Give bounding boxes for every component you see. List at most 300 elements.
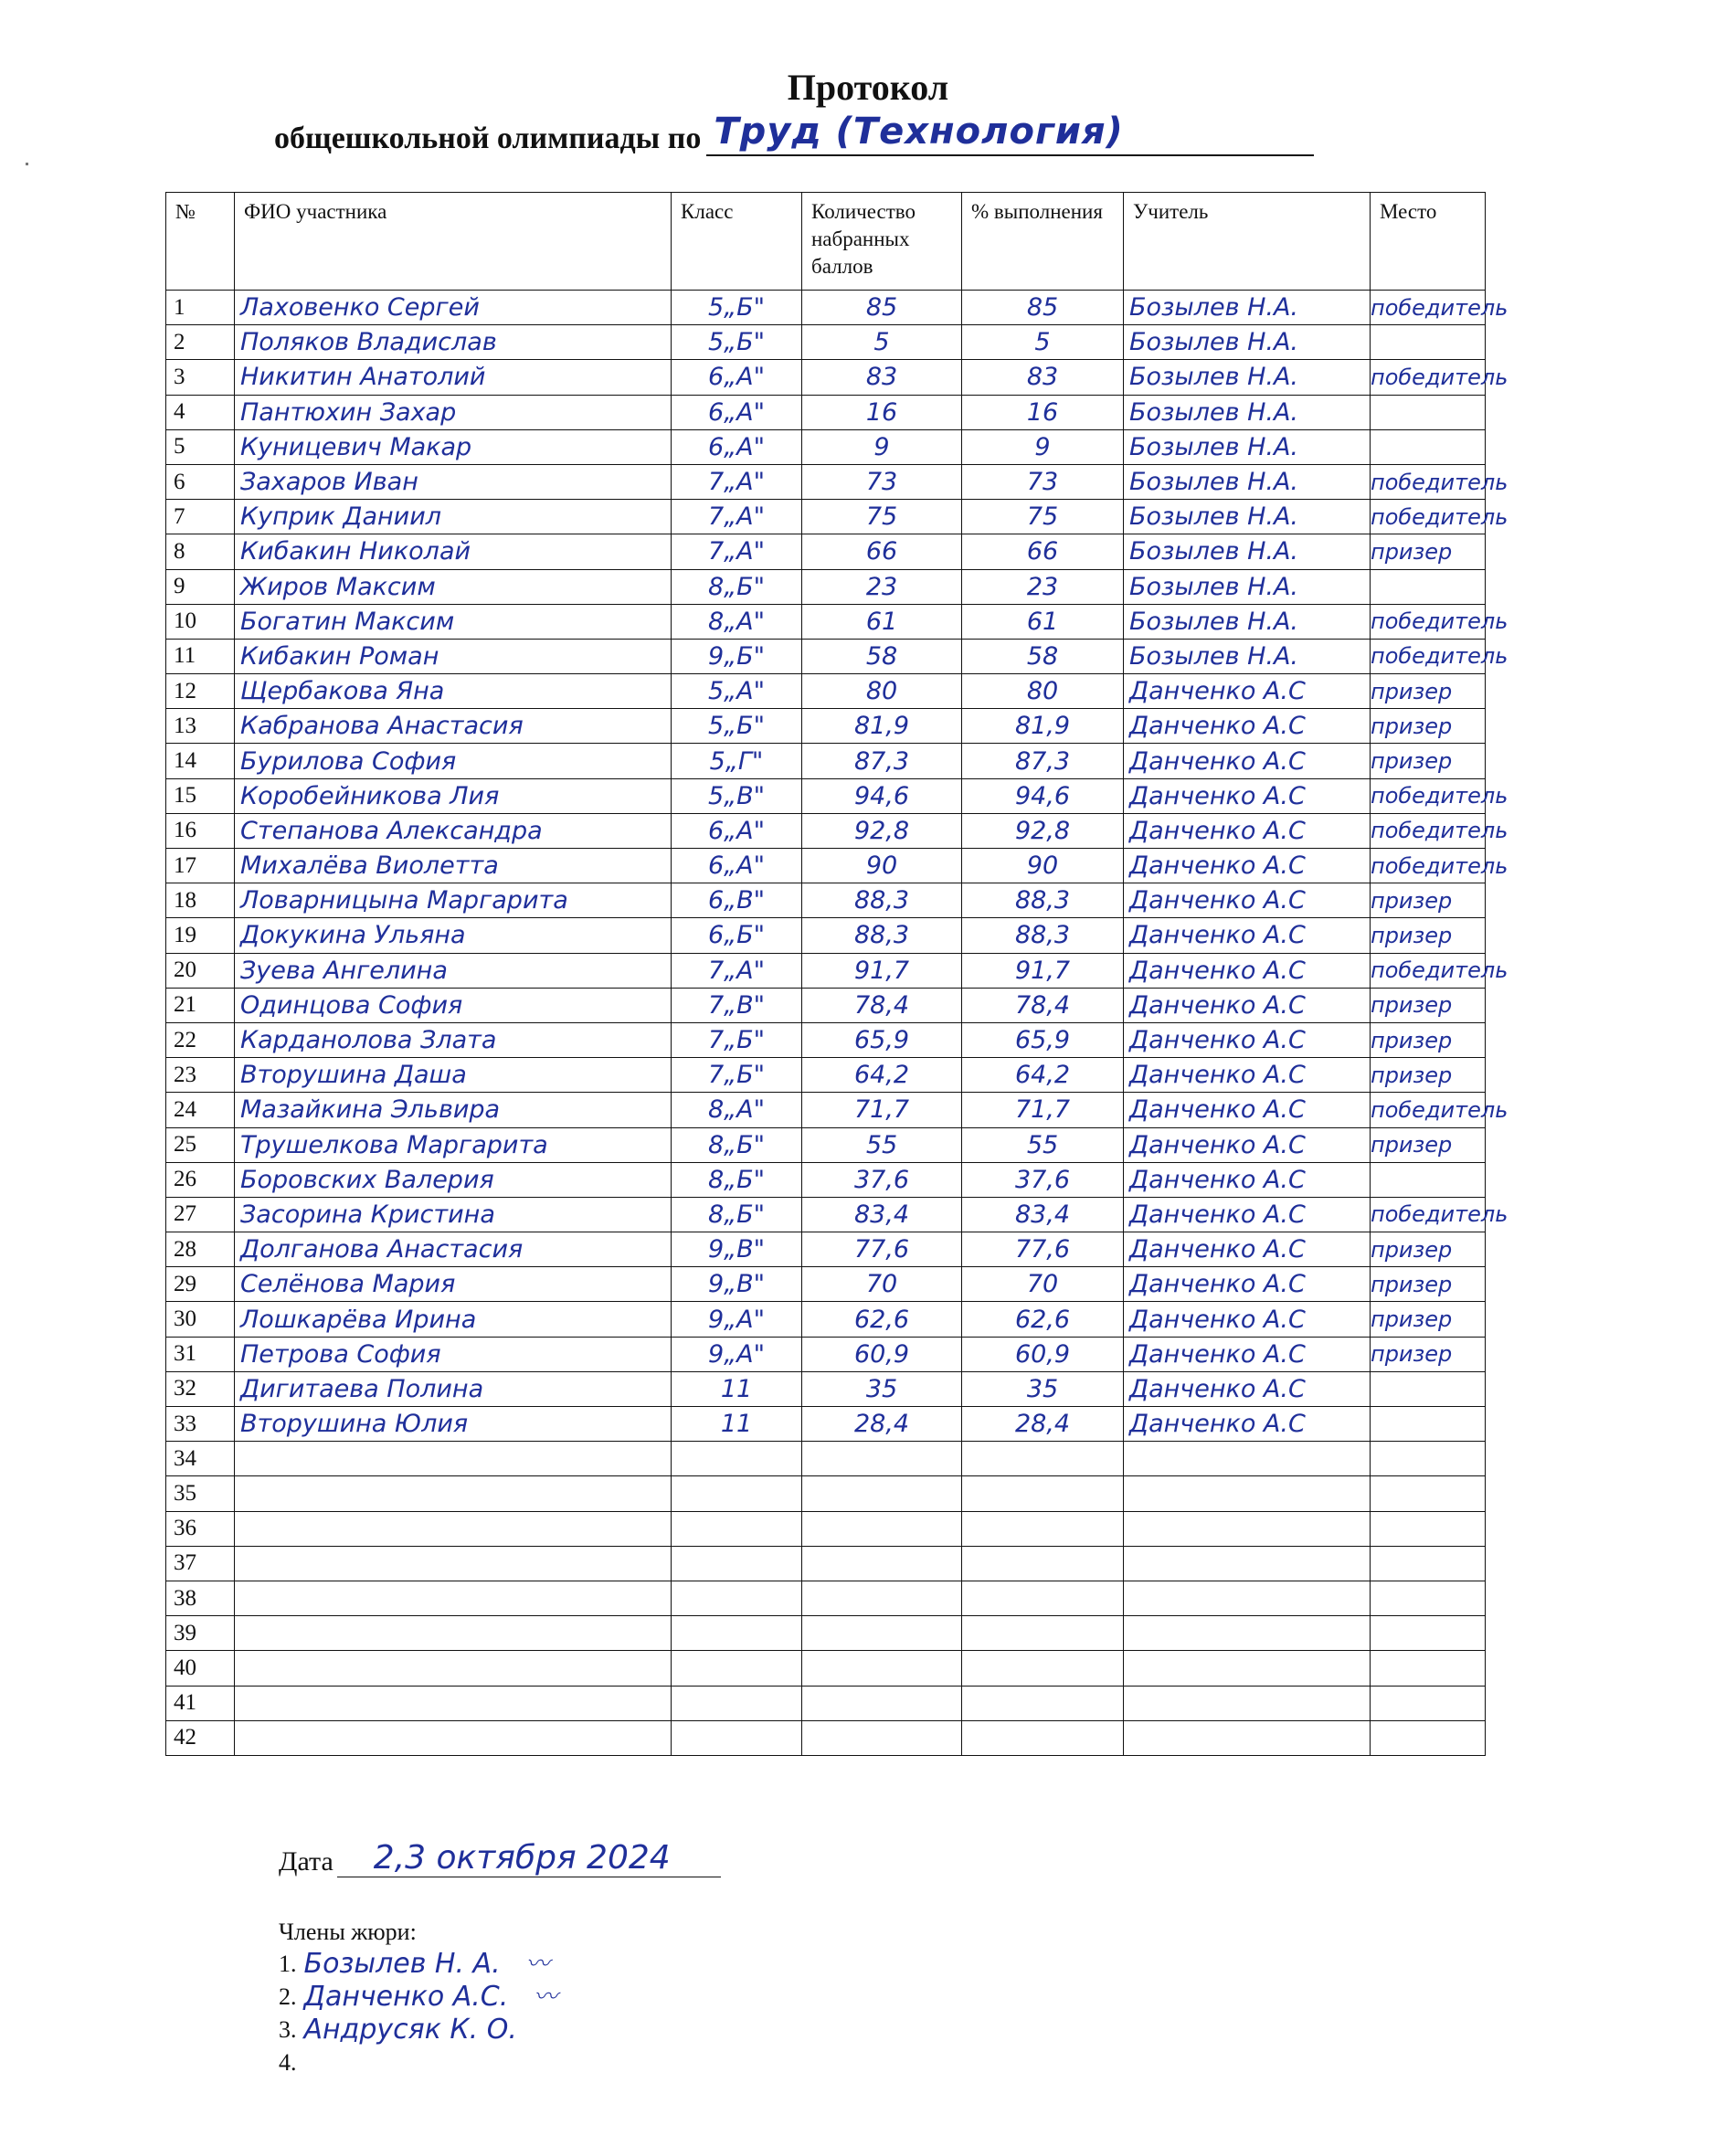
participant-place [1371,1022,1486,1057]
table-row [166,1581,1486,1615]
table-row [166,1546,1486,1581]
participant-class: 5„А" [672,674,802,709]
participant-name: Вторушина Даша [235,1058,672,1093]
teacher-name: Данченко А.С [1124,709,1371,744]
participant-place [1371,325,1486,360]
participant-place [1371,1616,1486,1651]
participant-name: Селёнова Мария [235,1267,672,1302]
participant-place [1371,1058,1486,1093]
participant-score: 80 [802,674,962,709]
teacher-name [1124,1581,1371,1615]
participant-score [802,1476,962,1511]
participant-class: 9„А" [672,1337,802,1371]
participant-name: Трушелкова Маргарита [235,1127,672,1162]
table-row [166,1162,1486,1197]
participant-percent: 70 [962,1267,1124,1302]
participant-class: 5„Г" [672,744,802,778]
teacher-name: Данченко А.С [1124,1022,1371,1057]
results-table [165,192,1508,1756]
place-text: призер [1371,1341,1453,1368]
row-number: 25 [166,1127,235,1162]
participant-percent [962,1476,1124,1511]
row-number: 2 [166,325,235,360]
place-text: победитель [1371,643,1508,670]
place-text: победитель [1371,608,1508,635]
participant-place [1371,500,1508,534]
participant-percent [962,1511,1124,1546]
participant-score [802,1511,962,1546]
participant-place [1371,604,1508,639]
teacher-name: Данченко А.С [1124,1058,1371,1093]
teacher-name: Данченко А.С [1124,953,1371,988]
place-text: победитель [1371,852,1508,879]
participant-percent [962,1616,1124,1651]
row-number: 32 [166,1371,235,1406]
participant-class: 6„А" [672,395,802,429]
participant-name: Петрова София [235,1337,672,1371]
teacher-name [1124,1720,1371,1755]
teacher-name: Бозылев Н.А. [1124,500,1371,534]
table-row [166,1127,1486,1162]
teacher-name: Бозылев Н.А. [1124,291,1371,325]
teacher-name: Данченко А.С [1124,1371,1371,1406]
table-row [166,744,1486,778]
row-number: 42 [166,1720,235,1755]
place-text: победитель [1371,1201,1508,1228]
participant-name: Мазайкина Эльвира [235,1093,672,1127]
participant-class: 11 [672,1371,802,1406]
participant-place [1371,988,1486,1022]
row-number: 13 [166,709,235,744]
participant-score: 78,4 [802,988,962,1022]
place-text: призер [1371,887,1453,914]
table-row [166,395,1486,429]
participant-name: Докукина Ульяна [235,918,672,953]
document-title: Протокол [787,67,949,108]
row-number: 29 [166,1267,235,1302]
jury-name: Андрусяк К. О. [303,2014,517,2046]
table-row [166,500,1486,534]
participant-score: 87,3 [802,744,962,778]
participant-score: 90 [802,849,962,883]
place-text: победитель [1371,364,1508,390]
participant-name: Кибакин Роман [235,639,672,673]
participant-score: 91,7 [802,953,962,988]
participant-class: 9„А" [672,1302,802,1337]
participant-percent: 23 [962,569,1124,604]
scan-speck [26,163,28,165]
participant-place [1371,883,1486,918]
participant-score: 58 [802,639,962,673]
participant-name: Карданолова Злата [235,1022,672,1057]
participant-name: Лаховенко Сергей [235,291,672,325]
row-number: 39 [166,1616,235,1651]
participant-class [672,1511,802,1546]
row-number: 16 [166,813,235,848]
place-text: призер [1371,1027,1453,1053]
row-number: 5 [166,429,235,464]
table-row [166,1651,1486,1686]
participant-score: 23 [802,569,962,604]
teacher-name: Данченко А.С [1124,1302,1371,1337]
row-number: 6 [166,464,235,499]
participant-score: 73 [802,464,962,499]
teacher-name: Данченко А.С [1124,1093,1371,1127]
participant-percent: 62,6 [962,1302,1124,1337]
row-number: 20 [166,953,235,988]
table-row [166,429,1486,464]
place-text: призер [1371,1236,1453,1263]
place-text: победитель [1371,818,1508,844]
participant-score: 5 [802,325,962,360]
place-text: призер [1371,1306,1453,1333]
row-number: 8 [166,534,235,569]
row-number: 4 [166,395,235,429]
row-number: 28 [166,1232,235,1267]
participant-place [1371,395,1486,429]
participant-class: 7„В" [672,988,802,1022]
table-row [166,464,1486,499]
participant-score: 75 [802,500,962,534]
table-row [166,883,1486,918]
row-number: 38 [166,1581,235,1615]
table-row [166,1476,1486,1511]
participant-percent: 61 [962,604,1124,639]
participant-percent: 60,9 [962,1337,1124,1371]
place-text: победитель [1371,503,1508,530]
teacher-name [1124,1616,1371,1651]
teacher-name: Данченко А.С [1124,1407,1371,1442]
participant-class: 7„А" [672,534,802,569]
jury-item [279,1981,557,2014]
row-number: 7 [166,500,235,534]
participant-percent: 65,9 [962,1022,1124,1057]
table-row [166,1058,1486,1093]
row-number: 37 [166,1546,235,1581]
subject-field [706,111,1314,156]
table-row [166,1022,1486,1057]
signature-mark: 〰 [525,1951,550,1978]
participant-place [1371,464,1508,499]
participant-name: Долганова Анастасия [235,1232,672,1267]
participant-percent [962,1442,1124,1476]
table-row [166,1407,1486,1442]
participant-class: 9„В" [672,1267,802,1302]
participant-class [672,1546,802,1581]
participant-name: Богатин Максим [235,604,672,639]
participant-name: Ловарницына Маргарита [235,883,672,918]
teacher-name: Данченко А.С [1124,1127,1371,1162]
teacher-name: Бозылев Н.А. [1124,639,1371,673]
participant-place [1371,1546,1486,1581]
participant-place [1371,1371,1486,1406]
participant-score: 9 [802,429,962,464]
participant-place [1371,674,1486,709]
participant-class [672,1616,802,1651]
participant-class: 6„А" [672,360,802,395]
participant-class: 8„Б" [672,1197,802,1232]
row-number: 40 [166,1651,235,1686]
participant-name [235,1616,672,1651]
subject-handwritten: Труд (Технология) [714,111,1124,153]
table-row [166,1511,1486,1546]
table-row [166,1197,1486,1232]
participant-score: 35 [802,1371,962,1406]
participant-percent: 35 [962,1371,1124,1406]
teacher-name: Данченко А.С [1124,1197,1371,1232]
table-row [166,953,1486,988]
table-header-row [166,193,1486,291]
participant-class: 6„Б" [672,918,802,953]
jury-number: 1. [279,1951,297,1977]
participant-name [235,1651,672,1686]
row-number: 1 [166,291,235,325]
table-row [166,534,1486,569]
participant-percent [962,1546,1124,1581]
participant-percent: 16 [962,395,1124,429]
col-score: Количество набранных баллов [802,193,962,291]
jury-item [279,2014,557,2046]
participant-score: 37,6 [802,1162,962,1197]
table-row [166,360,1486,395]
row-number: 17 [166,849,235,883]
participant-place [1371,429,1486,464]
table-row [166,674,1486,709]
teacher-name: Данченко А.С [1124,883,1371,918]
participant-percent [962,1720,1124,1755]
jury-label: Члены жюри: [279,1919,417,1945]
participant-class: 7„А" [672,500,802,534]
participant-name: Щербакова Яна [235,674,672,709]
participant-place [1371,1337,1486,1371]
participant-score: 61 [802,604,962,639]
participant-name: Кибакин Николай [235,534,672,569]
participant-place [1371,918,1486,953]
participant-class: 8„А" [672,1093,802,1127]
jury-item [279,2046,557,2079]
participant-place [1371,360,1508,395]
participant-place [1371,1407,1486,1442]
participant-class: 5„Б" [672,291,802,325]
participant-percent: 87,3 [962,744,1124,778]
participant-class: 6„А" [672,849,802,883]
teacher-name: Данченко А.С [1124,778,1371,813]
participant-score [802,1686,962,1720]
participant-score: 60,9 [802,1337,962,1371]
participant-name: Кабранова Анастасия [235,709,672,744]
table-row [166,1720,1486,1755]
participant-class: 7„А" [672,464,802,499]
row-number: 27 [166,1197,235,1232]
participant-name: Засорина Кристина [235,1197,672,1232]
table-row [166,604,1486,639]
participant-class [672,1476,802,1511]
participant-percent: 28,4 [962,1407,1124,1442]
row-number: 33 [166,1407,235,1442]
jury-name: Бозылев Н. А. [303,1948,501,1980]
table-row [166,1302,1486,1337]
date-field [337,1838,721,1877]
table-row [166,569,1486,604]
teacher-name [1124,1476,1371,1511]
participant-percent: 90 [962,849,1124,883]
teacher-name: Данченко А.С [1124,1337,1371,1371]
participant-name: Никитин Анатолий [235,360,672,395]
subtitle-prefix: общешкольной олимпиады по [274,122,702,155]
participant-percent: 75 [962,500,1124,534]
participant-percent [962,1686,1124,1720]
participant-percent: 83 [962,360,1124,395]
col-teacher: Учитель [1124,193,1371,291]
participant-name [235,1476,672,1511]
row-number: 21 [166,988,235,1022]
participant-name [235,1546,672,1581]
teacher-name [1124,1546,1371,1581]
participant-name: Коробейникова Лия [235,778,672,813]
participant-place [1371,813,1508,848]
participant-class: 9„В" [672,1232,802,1267]
participant-score [802,1651,962,1686]
teacher-name: Данченко А.С [1124,918,1371,953]
table-row [166,1442,1486,1476]
table-row [166,918,1486,953]
teacher-name: Данченко А.С [1124,1162,1371,1197]
place-text: победитель [1371,783,1508,809]
table-row [166,813,1486,848]
participant-class: 9„Б" [672,639,802,673]
participant-score: 92,8 [802,813,962,848]
teacher-name: Данченко А.С [1124,674,1371,709]
row-number: 10 [166,604,235,639]
participant-percent: 58 [962,639,1124,673]
participant-percent: 71,7 [962,1093,1124,1127]
row-number: 30 [166,1302,235,1337]
teacher-name: Данченко А.С [1124,813,1371,848]
participant-score: 62,6 [802,1302,962,1337]
participant-place [1371,1197,1508,1232]
participant-place [1371,1651,1486,1686]
participant-class [672,1651,802,1686]
participant-percent: 37,6 [962,1162,1124,1197]
participant-place [1371,1720,1486,1755]
participant-class: 6„А" [672,429,802,464]
participant-percent: 77,6 [962,1232,1124,1267]
table-row [166,291,1486,325]
teacher-name: Бозылев Н.А. [1124,325,1371,360]
participant-percent: 91,7 [962,953,1124,988]
participant-name: Зуева Ангелина [235,953,672,988]
participant-class: 7„Б" [672,1058,802,1093]
table-row [166,1232,1486,1267]
participant-place [1371,1232,1486,1267]
row-number: 34 [166,1442,235,1476]
participant-class: 11 [672,1407,802,1442]
row-number: 15 [166,778,235,813]
table-row [166,988,1486,1022]
jury-list [279,1948,557,2079]
participant-name [235,1720,672,1755]
participant-percent: 83,4 [962,1197,1124,1232]
participant-place [1371,744,1486,778]
participant-place [1371,291,1508,325]
participant-place [1371,1442,1486,1476]
row-number: 14 [166,744,235,778]
place-text: призер [1371,992,1453,1019]
participant-place [1371,1302,1486,1337]
teacher-name: Данченко А.С [1124,988,1371,1022]
row-number: 22 [166,1022,235,1057]
participant-place [1371,1162,1486,1197]
document-subtitle [274,111,1314,156]
teacher-name: Бозылев Н.А. [1124,569,1371,604]
participant-score: 83,4 [802,1197,962,1232]
row-number: 18 [166,883,235,918]
col-number: № [166,193,235,291]
participant-score: 88,3 [802,883,962,918]
table-row [166,778,1486,813]
participant-name [235,1686,672,1720]
participant-percent: 88,3 [962,883,1124,918]
participant-percent: 5 [962,325,1124,360]
teacher-name [1124,1511,1371,1546]
place-text: призер [1371,538,1453,565]
place-text: призер [1371,1271,1453,1297]
jury-item [279,1948,557,1981]
date-row [279,1838,721,1877]
participant-percent: 9 [962,429,1124,464]
participant-score: 28,4 [802,1407,962,1442]
participant-score: 65,9 [802,1022,962,1057]
participant-percent: 85 [962,291,1124,325]
participant-place [1371,1581,1486,1615]
participant-score: 85 [802,291,962,325]
participant-class: 5„В" [672,778,802,813]
table-row [166,709,1486,744]
participant-place [1371,1476,1486,1511]
teacher-name [1124,1651,1371,1686]
participant-class: 8„А" [672,604,802,639]
participant-score: 71,7 [802,1093,962,1127]
teacher-name: Бозылев Н.А. [1124,360,1371,395]
place-text: призер [1371,678,1453,704]
participant-percent: 94,6 [962,778,1124,813]
place-text: победитель [1371,469,1508,495]
participant-place [1371,1093,1508,1127]
row-number: 35 [166,1476,235,1511]
participant-class: 7„А" [672,953,802,988]
participant-score: 83 [802,360,962,395]
participant-class: 8„Б" [672,1162,802,1197]
place-text: призер [1371,922,1453,948]
place-text: призер [1371,1132,1453,1158]
participant-place [1371,778,1508,813]
signature-mark: 〰 [534,1983,558,2011]
participant-percent: 78,4 [962,988,1124,1022]
participant-score [802,1546,962,1581]
place-text: призер [1371,1062,1453,1088]
row-number: 23 [166,1058,235,1093]
participant-class [672,1581,802,1615]
participant-name [235,1511,672,1546]
participant-name: Дигитаева Полина [235,1371,672,1406]
participant-class: 6„А" [672,813,802,848]
participant-place [1371,534,1486,569]
row-number: 36 [166,1511,235,1546]
participant-score: 66 [802,534,962,569]
participant-place [1371,849,1508,883]
participant-class: 7„Б" [672,1022,802,1057]
participant-score: 81,9 [802,709,962,744]
